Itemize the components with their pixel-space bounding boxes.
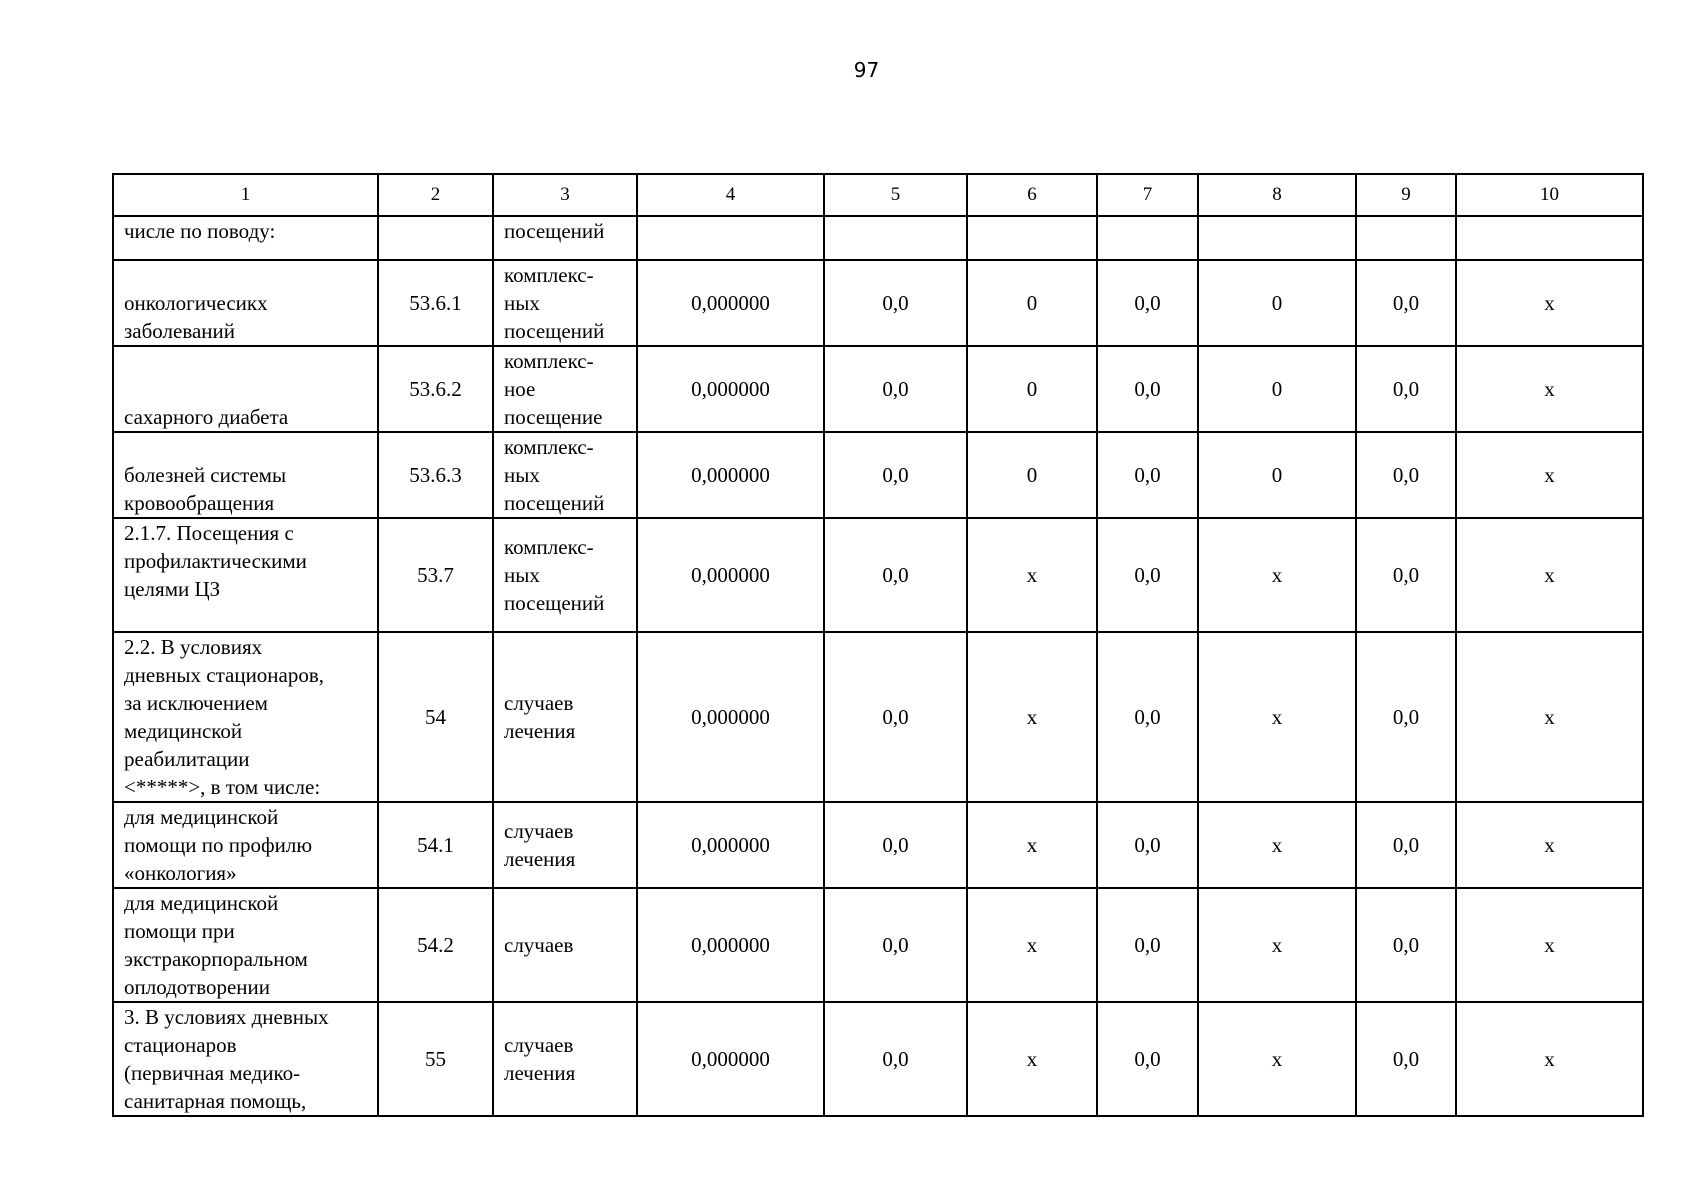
- row-unit: [493, 1002, 637, 1116]
- column-number: 8: [1198, 174, 1356, 216]
- row-name-line: (первичная медико-: [124, 1061, 301, 1085]
- row-unit-line: лечения: [504, 719, 576, 743]
- row-unit: [493, 802, 637, 888]
- row-unit: [493, 216, 637, 260]
- value-cell: 0: [967, 432, 1097, 518]
- value-cell: х: [967, 888, 1097, 1002]
- value-cell: 0,0: [1356, 432, 1456, 518]
- table-row: [113, 216, 1643, 260]
- value-cell: 0,0: [824, 260, 967, 346]
- row-name: [113, 260, 378, 346]
- value-cell: [824, 216, 967, 260]
- row-name-line: медицинской: [124, 719, 243, 743]
- row-unit-line: случаев: [504, 1033, 574, 1057]
- row-name-line: профилактическими: [124, 549, 307, 573]
- row-unit-line: посещение: [504, 405, 603, 429]
- row-name-line: «онкология»: [124, 861, 237, 885]
- row-unit-line: случаев: [504, 933, 574, 957]
- row-name: [113, 346, 378, 432]
- row-name-line: кровообращения: [124, 491, 275, 515]
- row-name-line: числе по поводу:: [124, 219, 276, 243]
- table-row: [113, 632, 1643, 802]
- row-name: [113, 1002, 378, 1116]
- row-unit-line: комплекс-: [504, 349, 594, 373]
- row-unit-line: ных: [504, 463, 540, 487]
- value-cell: 0,0: [824, 518, 967, 632]
- row-code: 53.6.1: [378, 260, 493, 346]
- column-number: 6: [967, 174, 1097, 216]
- row-unit-line: комплекс-: [504, 435, 594, 459]
- row-name-line: дневных стационаров,: [124, 663, 325, 687]
- value-cell: 0,000000: [637, 632, 824, 802]
- value-cell: х: [967, 802, 1097, 888]
- row-name-line: онкологичесикх: [124, 291, 268, 315]
- value-cell: 0,0: [1097, 888, 1198, 1002]
- value-cell: 0,000000: [637, 888, 824, 1002]
- value-cell: 0,000000: [637, 518, 824, 632]
- value-cell: х: [1456, 518, 1643, 632]
- table-row: [113, 888, 1643, 1002]
- row-unit: [493, 518, 637, 632]
- row-name-line: 2.2. В условиях: [124, 635, 263, 659]
- row-unit: [493, 260, 637, 346]
- row-name-line: 3. В условиях дневных: [124, 1005, 329, 1029]
- value-cell: 0,0: [824, 432, 967, 518]
- value-cell: 0,0: [1356, 802, 1456, 888]
- value-cell: 0,0: [1356, 632, 1456, 802]
- row-name-line: 2.1.7. Посещения с: [124, 521, 294, 545]
- value-cell: 0,0: [824, 888, 967, 1002]
- row-code: 53.7: [378, 518, 493, 632]
- row-name-line: сахарного диабета: [124, 405, 289, 429]
- column-number: 3: [493, 174, 637, 216]
- row-unit-line: лечения: [504, 1061, 576, 1085]
- value-cell: 0,0: [1356, 888, 1456, 1002]
- row-unit: [493, 632, 637, 802]
- row-unit-line: ных: [504, 563, 540, 587]
- row-name-line: за исключением: [124, 691, 268, 715]
- row-unit-line: посещений: [504, 591, 605, 615]
- row-unit-line: посещений: [504, 219, 605, 243]
- row-unit: [493, 346, 637, 432]
- row-name: [113, 888, 378, 1002]
- value-cell: [1097, 216, 1198, 260]
- value-cell: 0,000000: [637, 432, 824, 518]
- value-cell: х: [1456, 432, 1643, 518]
- value-cell: х: [1198, 1002, 1356, 1116]
- row-code: 55: [378, 1002, 493, 1116]
- column-number: 5: [824, 174, 967, 216]
- row-name-line: экстракорпоральном: [124, 947, 308, 971]
- value-cell: 0,0: [1356, 1002, 1456, 1116]
- value-cell: 0,0: [1097, 1002, 1198, 1116]
- row-unit-line: комплекс-: [504, 535, 594, 559]
- value-cell: х: [1456, 888, 1643, 1002]
- value-cell: 0: [967, 346, 1097, 432]
- value-cell: х: [1456, 632, 1643, 802]
- row-name-line: реабилитации: [124, 747, 250, 771]
- value-cell: 0,0: [1097, 432, 1198, 518]
- value-cell: х: [1456, 346, 1643, 432]
- table-row: [113, 346, 1643, 432]
- row-unit-line: случаев: [504, 691, 574, 715]
- row-name-line: целями ЦЗ: [124, 577, 221, 601]
- value-cell: 0,0: [824, 1002, 967, 1116]
- row-name: [113, 216, 378, 260]
- row-name-line: санитарная помощь,: [124, 1089, 307, 1113]
- table-row: [113, 260, 1643, 346]
- column-number: 9: [1356, 174, 1456, 216]
- column-number: 7: [1097, 174, 1198, 216]
- value-cell: 0: [1198, 260, 1356, 346]
- table-row: [113, 802, 1643, 888]
- value-cell: х: [1198, 518, 1356, 632]
- column-number: 2: [378, 174, 493, 216]
- value-cell: х: [1198, 888, 1356, 1002]
- column-number: 1: [113, 174, 378, 216]
- value-cell: 0,0: [1097, 802, 1198, 888]
- value-cell: 0,0: [824, 346, 967, 432]
- row-name-line: оплодотворении: [124, 975, 271, 999]
- row-unit: [493, 432, 637, 518]
- value-cell: [1198, 216, 1356, 260]
- table-row: [113, 518, 1643, 632]
- value-cell: х: [1198, 802, 1356, 888]
- row-name-line: для медицинской: [124, 891, 279, 915]
- value-cell: х: [967, 1002, 1097, 1116]
- row-unit-line: лечения: [504, 847, 576, 871]
- table-row: [113, 1002, 1643, 1116]
- column-number-row: [113, 174, 1643, 216]
- value-cell: х: [1456, 802, 1643, 888]
- row-name: [113, 632, 378, 802]
- row-name: [113, 518, 378, 632]
- row-name-line: для медицинской: [124, 805, 279, 829]
- row-unit-line: комплекс-: [504, 263, 594, 287]
- value-cell: 0,0: [1097, 632, 1198, 802]
- column-number: 4: [637, 174, 824, 216]
- value-cell: 0: [967, 260, 1097, 346]
- row-code: [378, 216, 493, 260]
- value-cell: 0,000000: [637, 1002, 824, 1116]
- value-cell: [1456, 216, 1643, 260]
- row-code: 54.1: [378, 802, 493, 888]
- row-name: [113, 432, 378, 518]
- row-name-line: помощи при: [124, 919, 235, 943]
- value-cell: 0,0: [824, 802, 967, 888]
- row-name-line: стационаров: [124, 1033, 237, 1057]
- value-cell: 0,000000: [637, 260, 824, 346]
- row-name-line: болезней системы: [124, 463, 287, 487]
- value-cell: 0,0: [1097, 518, 1198, 632]
- value-cell: 0,0: [1356, 518, 1456, 632]
- row-code: 54: [378, 632, 493, 802]
- data-table: [112, 173, 1644, 1117]
- value-cell: [637, 216, 824, 260]
- page-number: 97: [853, 58, 880, 82]
- table-row: [113, 432, 1643, 518]
- value-cell: 0,000000: [637, 346, 824, 432]
- row-unit-line: случаев: [504, 819, 574, 843]
- row-name: [113, 802, 378, 888]
- value-cell: [967, 216, 1097, 260]
- value-cell: 0: [1198, 432, 1356, 518]
- row-unit-line: посещений: [504, 319, 605, 343]
- value-cell: [1356, 216, 1456, 260]
- value-cell: х: [967, 632, 1097, 802]
- value-cell: х: [1198, 632, 1356, 802]
- row-code: 53.6.3: [378, 432, 493, 518]
- value-cell: х: [1456, 1002, 1643, 1116]
- row-unit: [493, 888, 637, 1002]
- value-cell: х: [1456, 260, 1643, 346]
- row-code: 53.6.2: [378, 346, 493, 432]
- value-cell: 0,0: [1356, 346, 1456, 432]
- row-code: 54.2: [378, 888, 493, 1002]
- value-cell: 0,0: [1097, 260, 1198, 346]
- row-unit-line: ных: [504, 291, 540, 315]
- value-cell: 0,000000: [637, 802, 824, 888]
- column-number: 10: [1456, 174, 1643, 216]
- row-name-line: заболеваний: [124, 319, 235, 343]
- row-unit-line: ное: [504, 377, 536, 401]
- value-cell: 0,0: [1097, 346, 1198, 432]
- row-unit-line: посещений: [504, 491, 605, 515]
- value-cell: 0: [1198, 346, 1356, 432]
- value-cell: 0,0: [1356, 260, 1456, 346]
- value-cell: 0,0: [824, 632, 967, 802]
- row-name-line: <*****>, в том числе:: [124, 775, 321, 799]
- row-name-line: помощи по профилю: [124, 833, 313, 857]
- value-cell: х: [967, 518, 1097, 632]
